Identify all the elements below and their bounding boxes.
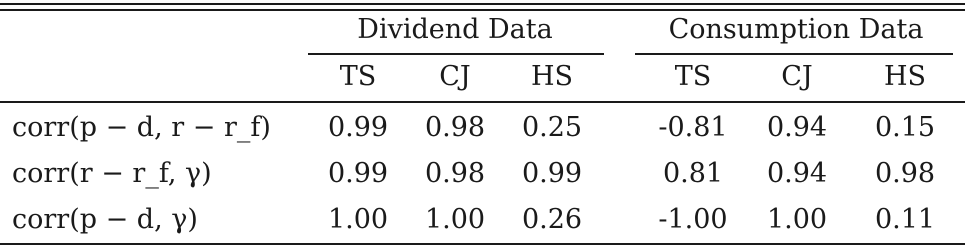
column-header-cj-dividend: CJ xyxy=(439,61,471,92)
table-cell: 0.99 xyxy=(521,158,583,189)
table-cell: 0.99 xyxy=(327,158,389,189)
table-cell: 0.15 xyxy=(874,112,936,143)
table-cell: -0.81 xyxy=(658,112,728,143)
column-header-ts-dividend: TS xyxy=(339,61,377,92)
column-header-hs-consumption: HS xyxy=(883,61,927,92)
dividend-cmidrule xyxy=(308,53,604,55)
table-cell: 1.00 xyxy=(766,204,828,235)
header-rule xyxy=(0,101,965,103)
row-label-corr-pd-gamma: corr(p − d, γ) xyxy=(12,204,198,235)
table-cell: 0.98 xyxy=(424,158,486,189)
group-header-consumption: Consumption Data xyxy=(668,14,924,45)
row-label-corr-pd-rrf: corr(p − d, r − r_f) xyxy=(12,112,271,143)
table-cell: 0.94 xyxy=(766,112,828,143)
table-cell: 0.98 xyxy=(874,158,936,189)
table-cell: -1.00 xyxy=(658,204,728,235)
table-cell: 0.94 xyxy=(766,158,828,189)
table-cell: 0.26 xyxy=(521,204,583,235)
top-rule-double xyxy=(0,9,965,11)
table-cell: 0.11 xyxy=(874,204,936,235)
column-header-ts-consumption: TS xyxy=(674,61,712,92)
table-cell: 0.99 xyxy=(327,112,389,143)
table-cell: 0.98 xyxy=(424,112,486,143)
table-cell: 1.00 xyxy=(424,204,486,235)
column-header-cj-consumption: CJ xyxy=(781,61,813,92)
consumption-cmidrule xyxy=(635,53,953,55)
table-cell: 1.00 xyxy=(327,204,389,235)
bottom-rule xyxy=(0,243,965,245)
table-cell: 0.25 xyxy=(521,112,583,143)
table-cell: 0.81 xyxy=(662,158,724,189)
column-header-hs-dividend: HS xyxy=(530,61,574,92)
group-header-dividend: Dividend Data xyxy=(357,14,553,45)
row-label-corr-rrf-gamma: corr(r − r_f, γ) xyxy=(12,158,212,189)
top-rule xyxy=(0,3,965,5)
